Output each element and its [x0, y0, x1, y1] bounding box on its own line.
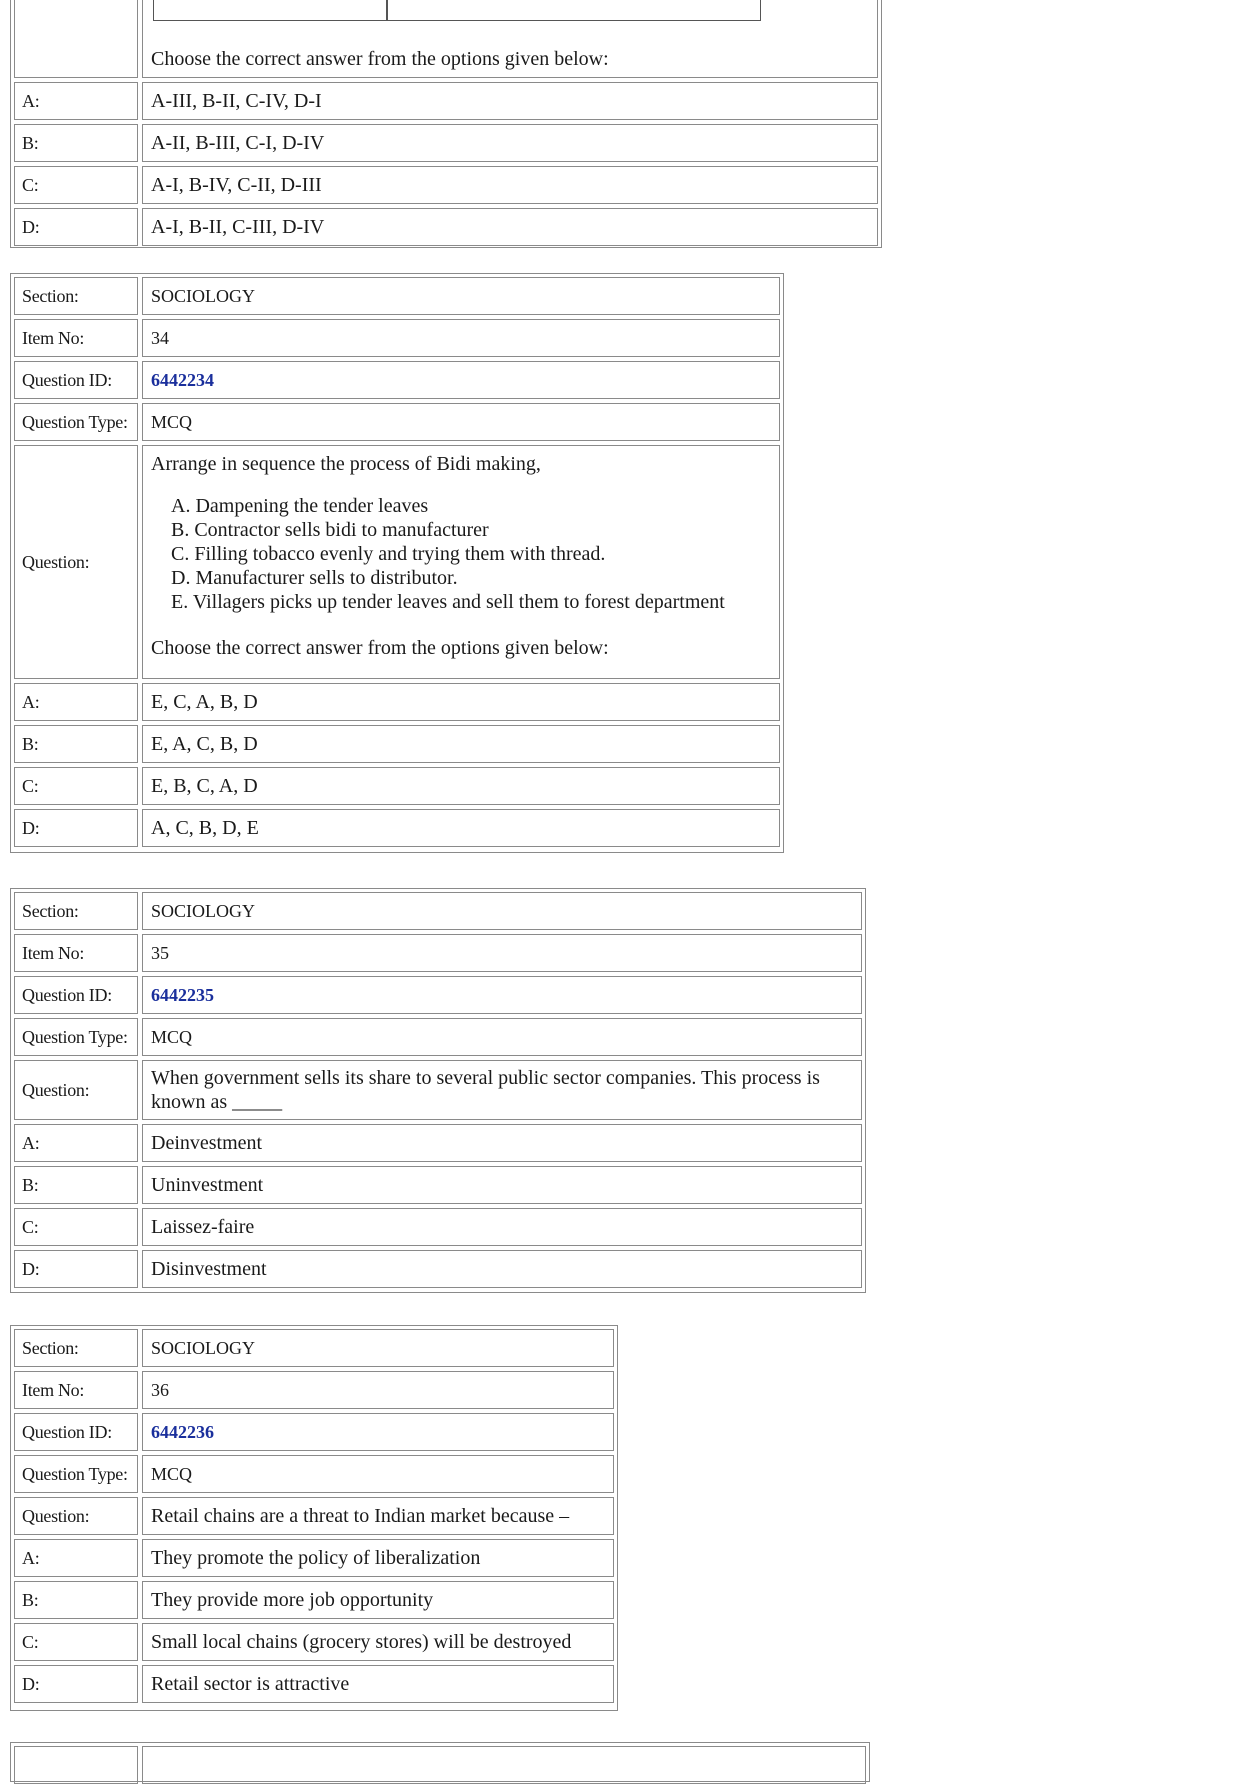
option-a-label: A: — [14, 683, 138, 721]
section-label: Section: — [14, 277, 138, 315]
option-a-value: A-III, B-II, C-IV, D-I — [142, 82, 878, 120]
question-text — [142, 445, 780, 679]
option-b-label: B: — [14, 1581, 138, 1619]
question-intro: Arrange in sequence the process of Bidi making, — [151, 453, 541, 475]
question-label: Question: — [14, 1060, 138, 1120]
question-text: Retail chains are a threat to Indian market because – — [142, 1497, 614, 1535]
question-id-label: Question ID: — [14, 976, 138, 1014]
choose-instruction: Choose the correct answer from the options given below: — [151, 637, 609, 659]
option-c-label: C: — [14, 166, 138, 204]
question-list-item: B. Contractor sells bidi to manufacturer — [171, 519, 489, 541]
question-block-34 — [10, 273, 784, 853]
option-b-value: They provide more job opportunity — [142, 1581, 614, 1619]
option-c-label: C: — [14, 1208, 138, 1246]
match-table-divider — [386, 0, 388, 20]
option-a-value: They promote the policy of liberalization — [142, 1539, 614, 1577]
item-no-value: 35 — [142, 934, 862, 972]
question-block-35 — [10, 888, 866, 1293]
question-label: Question: — [14, 1497, 138, 1535]
option-b-label: B: — [14, 725, 138, 763]
option-a-label: A: — [14, 1539, 138, 1577]
option-d-value: A, C, B, D, E — [142, 809, 780, 847]
match-table-fragment — [153, 0, 761, 21]
question-type-label: Question Type: — [14, 1018, 138, 1056]
section-value: SOCIOLOGY — [142, 277, 780, 315]
question-id-link[interactable]: 6442235 — [151, 984, 214, 1005]
option-c-label: C: — [14, 1623, 138, 1661]
option-d-label: D: — [14, 1250, 138, 1288]
item-no-label: Item No: — [14, 319, 138, 357]
empty-label-cell — [14, 1746, 138, 1784]
option-a-value: Deinvestment — [142, 1124, 862, 1162]
option-a-value: E, C, A, B, D — [142, 683, 780, 721]
question-type-label: Question Type: — [14, 1455, 138, 1493]
question-text: When government sells its share to several public sector companies. This process is known as _____ — [142, 1060, 862, 1120]
option-c-value: Laissez-faire — [142, 1208, 862, 1246]
question-list-item: E. Villagers picks up tender leaves and sell them to forest department — [171, 591, 725, 613]
section-value: SOCIOLOGY — [142, 1329, 614, 1367]
question-list-item: D. Manufacturer sells to distributor. — [171, 567, 458, 589]
option-c-value: Small local chains (grocery stores) will be destroyed — [142, 1623, 614, 1661]
question-id-link[interactable]: 6442234 — [151, 369, 214, 390]
option-d-value: A-I, B-II, C-III, D-IV — [142, 208, 878, 246]
option-c-label: C: — [14, 767, 138, 805]
question-list-item: A. Dampening the tender leaves — [171, 495, 429, 517]
item-no-value: 34 — [142, 319, 780, 357]
option-c-value: E, B, C, A, D — [142, 767, 780, 805]
question-block-next-head — [10, 1742, 870, 1782]
question-id-label: Question ID: — [14, 1413, 138, 1451]
item-no-value: 36 — [142, 1371, 614, 1409]
option-d-label: D: — [14, 1665, 138, 1703]
question-label: Question: — [14, 445, 138, 679]
choose-instruction: Choose the correct answer from the options given below: — [151, 48, 609, 70]
question-cell — [142, 0, 878, 78]
empty-label-cell — [14, 0, 138, 78]
option-d-value: Disinvestment — [142, 1250, 862, 1288]
question-block-36 — [10, 1325, 618, 1711]
option-d-label: D: — [14, 809, 138, 847]
option-a-label: A: — [14, 1124, 138, 1162]
question-list — [171, 494, 773, 614]
question-type-label: Question Type: — [14, 403, 138, 441]
option-d-value: Retail sector is attractive — [142, 1665, 614, 1703]
empty-value-cell — [142, 1746, 866, 1784]
question-id-link[interactable]: 6442236 — [151, 1421, 214, 1442]
question-type-value: MCQ — [142, 403, 780, 441]
section-label: Section: — [14, 892, 138, 930]
option-b-value: Uninvestment — [142, 1166, 862, 1204]
question-block-33-tail — [10, 0, 882, 248]
option-d-label: D: — [14, 208, 138, 246]
option-b-value: E, A, C, B, D — [142, 725, 780, 763]
question-id-value — [142, 976, 862, 1014]
question-id-value — [142, 1413, 614, 1451]
question-list-item: C. Filling tobacco evenly and trying them with thread. — [171, 543, 606, 565]
option-c-value: A-I, B-IV, C-II, D-III — [142, 166, 878, 204]
option-a-label: A: — [14, 82, 138, 120]
option-b-label: B: — [14, 124, 138, 162]
question-type-value: MCQ — [142, 1018, 862, 1056]
option-b-label: B: — [14, 1166, 138, 1204]
option-b-value: A-II, B-III, C-I, D-IV — [142, 124, 878, 162]
item-no-label: Item No: — [14, 934, 138, 972]
section-value: SOCIOLOGY — [142, 892, 862, 930]
question-id-label: Question ID: — [14, 361, 138, 399]
section-label: Section: — [14, 1329, 138, 1367]
question-id-value — [142, 361, 780, 399]
item-no-label: Item No: — [14, 1371, 138, 1409]
question-type-value: MCQ — [142, 1455, 614, 1493]
